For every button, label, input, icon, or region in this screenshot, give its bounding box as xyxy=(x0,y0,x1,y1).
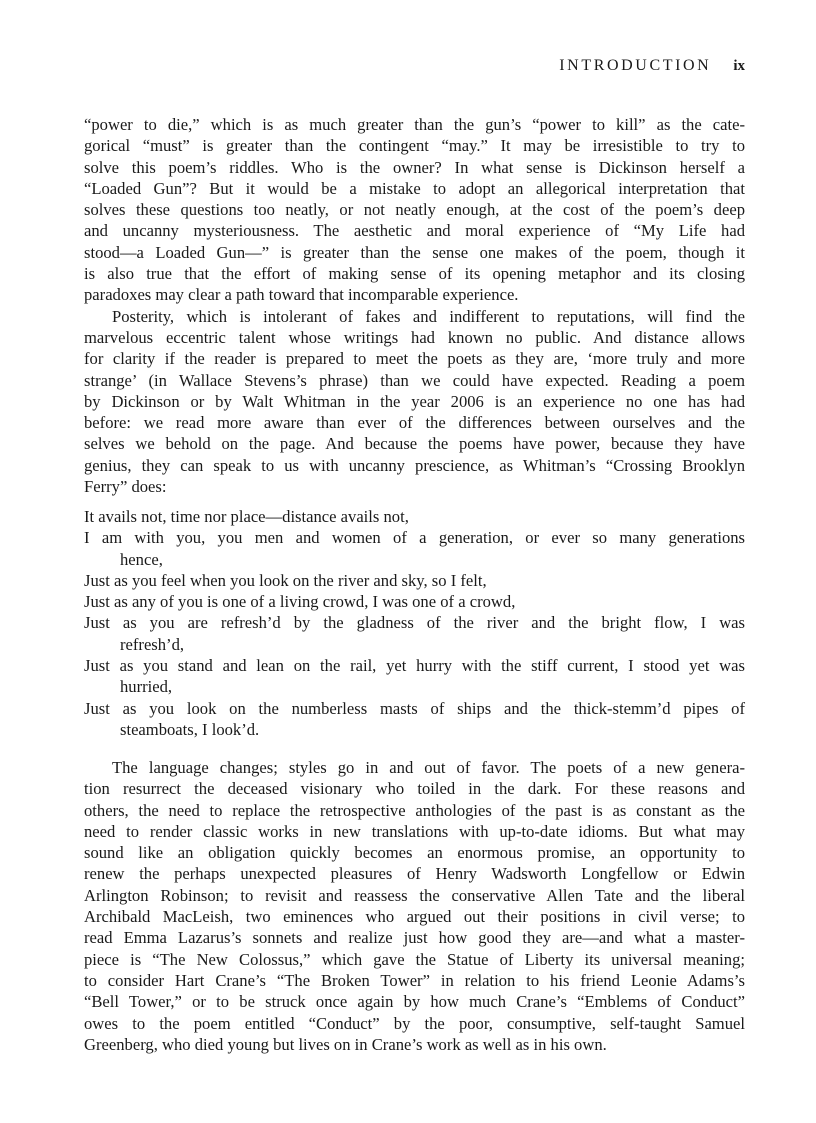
text-line: by Dickinson or by Walt Whitman in the year 2006 is an experience no one has had xyxy=(84,391,745,411)
text-line: marvelous eccentric talent whose writings had known no public. And distance allows xyxy=(84,327,745,347)
text-line: Arlington Robinson; to revisit and reassess the conservative Allen Tate and the liberal xyxy=(84,885,745,905)
text-line: tion resurrect the deceased visionary who toiled in the dark. For these reasons and xyxy=(84,779,745,799)
text-line: before: we read more aware than ever of the differences between ourselves and the xyxy=(84,413,745,433)
text-line: read Emma Lazarus’s sonnets and realize just how good they are—and what a master- xyxy=(84,928,745,948)
text-line: piece is “The New Colossus,” which gave the Statue of Liberty its universal meaning; xyxy=(84,949,745,969)
text-line: selves we behold on the page. And because the poems have power, because they have xyxy=(84,434,745,454)
poem-line: Just as any of you is one of a living crowd, I was one of a crowd, xyxy=(84,592,516,612)
poem-line: It avails not, time nor place—distance avails not, xyxy=(84,507,409,526)
text-line: for clarity if the reader is prepared to meet the poets as they are, ‘more truly and more xyxy=(84,349,745,369)
poem-quotation xyxy=(84,506,745,740)
paragraph-2 xyxy=(84,306,745,498)
text-line: “power to die,” which is as much greater than the gun’s “power to kill” as the cate- xyxy=(84,115,745,134)
running-header xyxy=(559,57,745,75)
paragraph-1 xyxy=(84,114,745,306)
text-line: and uncanny mysteriousness. The aesthetic and moral experience of “My Life had xyxy=(84,221,745,241)
text-line: gorical “must” is greater than the contingent “may.” It may be irresistible to try to xyxy=(84,136,745,156)
text-line: renew the perhaps unexpected pleasures of Henry Wadsworth Longfellow or Edwin xyxy=(84,864,745,884)
text-line: to consider Hart Crane’s “The Broken Tower” in relation to his friend Leonie Adams’s xyxy=(84,970,745,990)
text-line: owes to the poem entitled “Conduct” by the poor, consumptive, self-taught Samuel xyxy=(84,1013,745,1033)
text-line: Posterity, which is intolerant of fakes and indifferent to reputations, will find the xyxy=(112,306,745,326)
text-line: others, the need to replace the retrospective anthologies of the past is as constant as the xyxy=(84,800,745,820)
page-number: ix xyxy=(733,58,745,74)
text-line: paradoxes may clear a path toward that incomparable experience. xyxy=(84,285,519,305)
poem-line-continuation: steamboats, I look’d. xyxy=(120,719,260,739)
text-line: Ferry” does: xyxy=(84,477,167,497)
text-line: solves these questions too neatly, or not neatly enough, at the cost of the poem’s deep xyxy=(84,200,745,220)
text-line: sound like an obligation quickly becomes an enormous promise, an opportunity to xyxy=(84,843,745,863)
text-line: Greenberg, who died young but lives on in Crane’s work as well as in his own. xyxy=(84,1034,607,1054)
poem-line: Just as you are refresh’d by the gladness of the river and the bright flow, I was xyxy=(84,613,745,633)
text-line: is also true that the effort of making sense of its opening metaphor and its closing xyxy=(84,264,745,284)
poem-line: Just as you feel when you look on the river and sky, so I felt, xyxy=(84,570,487,590)
poem-line: Just as you look on the numberless masts of ships and the thick-stemm’d pipes of xyxy=(84,698,745,718)
text-line: Archibald MacLeish, two eminences who argued out their positions in civil verse; to xyxy=(84,907,745,927)
poem-line-continuation: refresh’d, xyxy=(120,634,185,654)
text-line: stood—a Loaded Gun—” is greater than the sense one makes of the poem, though it xyxy=(84,242,745,262)
running-header-title: INTRODUCTION xyxy=(559,57,712,74)
text-line: solve this poem’s riddles. Who is the owner? In what sense is Dickinson herself a xyxy=(84,157,745,177)
poem-line: I am with you, you men and women of a generation, or ever so many generations xyxy=(84,528,745,548)
text-line: need to render classic works in new translations with up-to-date idioms. But what may xyxy=(84,821,745,841)
text-line: “Bell Tower,” or to be struck once again by how much Crane’s “Emblems of Conduct” xyxy=(84,992,745,1012)
text-line: The language changes; styles go in and out of favor. The poets of a new genera- xyxy=(112,758,745,777)
poem-line-continuation: hurried, xyxy=(120,677,173,697)
poem-line: Just as you stand and lean on the rail, yet hurry with the stiff current, I stood yet was xyxy=(84,656,745,676)
text-line: genius, they can speak to us with uncanny prescience, as Whitman’s “Crossing Brooklyn xyxy=(84,455,745,475)
paragraph-3 xyxy=(84,757,745,1055)
text-line: strange’ (in Wallace Stevens’s phrase) than we could have expected. Reading a poem xyxy=(84,370,745,390)
poem-line-continuation: hence, xyxy=(120,549,163,569)
text-line: “Loaded Gun”? But it would be a mistake to adopt an allegorical interpretation that xyxy=(84,178,745,198)
